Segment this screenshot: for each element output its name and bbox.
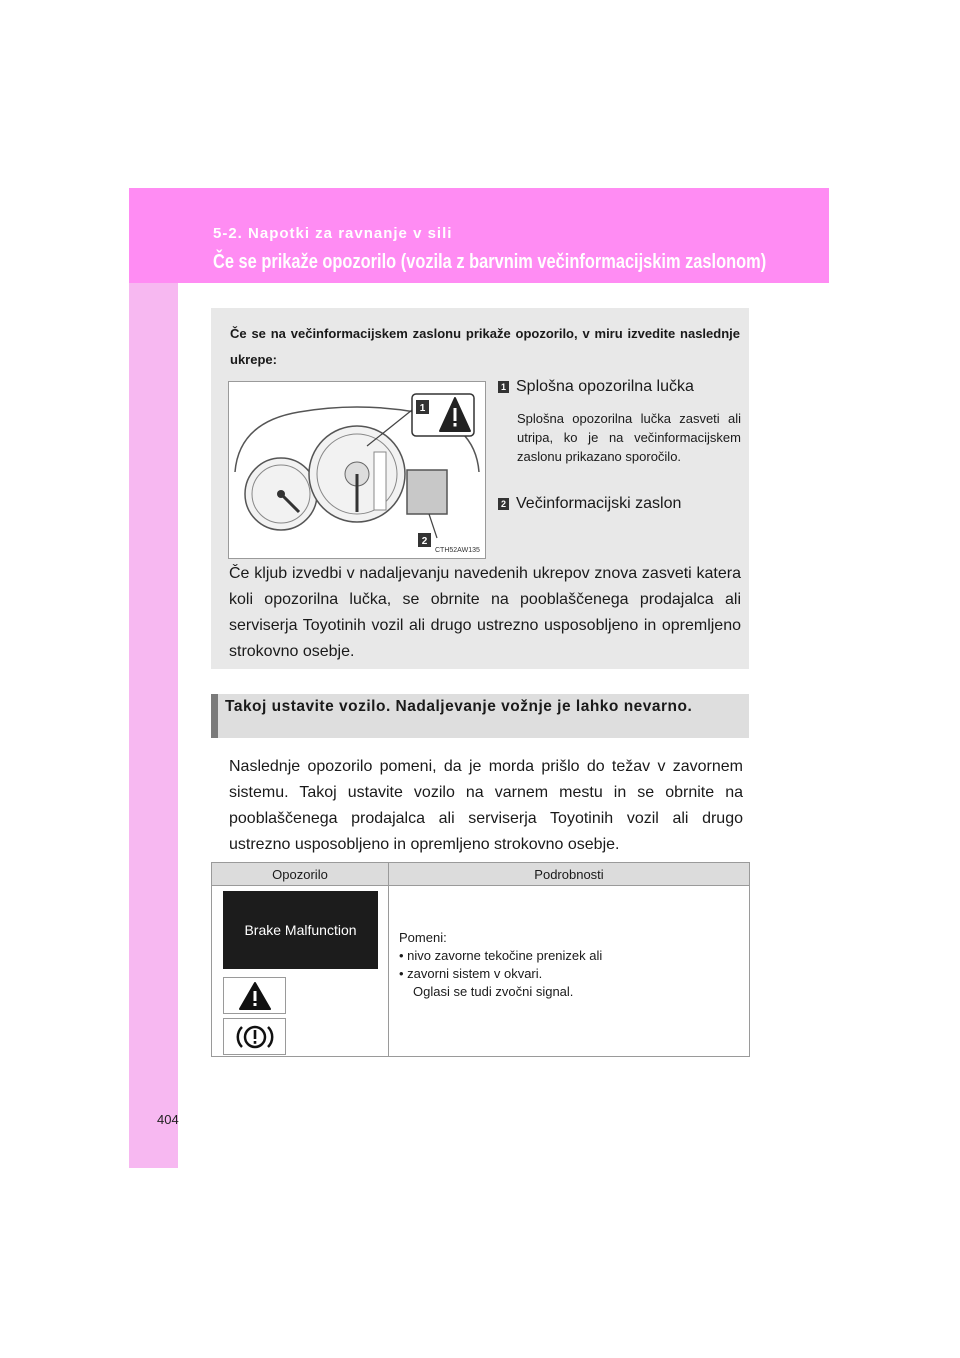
warning-triangle-icon (223, 977, 286, 1014)
legend-label: Večinformacijski zaslon (516, 495, 682, 512)
table-row (212, 886, 750, 1057)
section-title: 5-2. Napotki za ravnanje v sili (213, 225, 453, 242)
legend-label: Splošna opozorilna lučka (516, 378, 694, 395)
followup-text: Če kljub izvedbi v nadaljevanju navedenih ukrepov znova zasveti katera koli opozorilna lučka, se obrnite na pooblaščenega prodajalca ali serviserja Toyotinih vozil ali drugo ustrezno usposobljeno in opremljeno strokovno osebje. (229, 565, 741, 660)
callout-1-label: 1 (419, 403, 426, 414)
warning-table (211, 862, 750, 1057)
left-gauge (245, 458, 317, 530)
legend-item-2 (498, 495, 681, 513)
legend-number: 1 (498, 381, 509, 393)
legend-item-1 (498, 378, 694, 396)
callout-2-label: 2 (421, 536, 428, 547)
instrument-cluster-figure (228, 381, 486, 559)
details-item: • nivo zavorne tekočine prenizek ali (399, 948, 603, 963)
multi-information-display (407, 470, 447, 514)
heading-accent (211, 694, 218, 738)
warning-heading-bar (211, 694, 749, 738)
column-header-details: Podrobnosti (389, 863, 750, 886)
center-gauge (309, 426, 405, 522)
side-strip (129, 188, 178, 1168)
warning-heading: Takoj ustavite vozilo. Nadaljevanje vožnje je lahko nevarno. (225, 698, 693, 715)
brake-malfunction-screen (223, 891, 378, 969)
chapter-title: Če se prikaže opozorilo (vozila z barvnim večinformacijskim zaslonom) (213, 251, 767, 273)
column-header-warning: Opozorilo (212, 863, 389, 886)
brake-warning-icon (223, 1018, 286, 1055)
body-paragraph: Naslednje opozorilo pomeni, da je morda prišlo do težav v zavornem sistemu. Takoj ustavite vozilo na varnem mestu in se obrnite na pooblaščenega prodajalca ali serviserja Toyotinih vozil ali drugo ustrezno usposobljeno in opremljeno strokovno osebje. (229, 758, 743, 853)
legend-description: Splošna opozorilna lučka zasveti ali utripa, ko je na večinformacijskem zaslonu prikazano sporočilo. (517, 411, 741, 464)
figure-code: CTH52AW135 (435, 547, 480, 554)
legend-number: 2 (498, 498, 509, 510)
screen-message: Brake Malfunction (244, 922, 357, 938)
table-header-row (212, 863, 750, 886)
details-intro: Pomeni: (399, 930, 447, 945)
intro-text: Če se na večinformacijskem zaslonu prikaže opozorilo, v miru izvedite naslednje ukrepe: (230, 326, 740, 367)
details-item: • zavorni sistem v okvari. (399, 966, 543, 981)
details-note: Oglasi se tudi zvočni signal. (413, 984, 574, 999)
warning-cell (212, 886, 389, 1057)
page-number: 404 (157, 1112, 179, 1127)
details-cell (389, 886, 750, 1057)
